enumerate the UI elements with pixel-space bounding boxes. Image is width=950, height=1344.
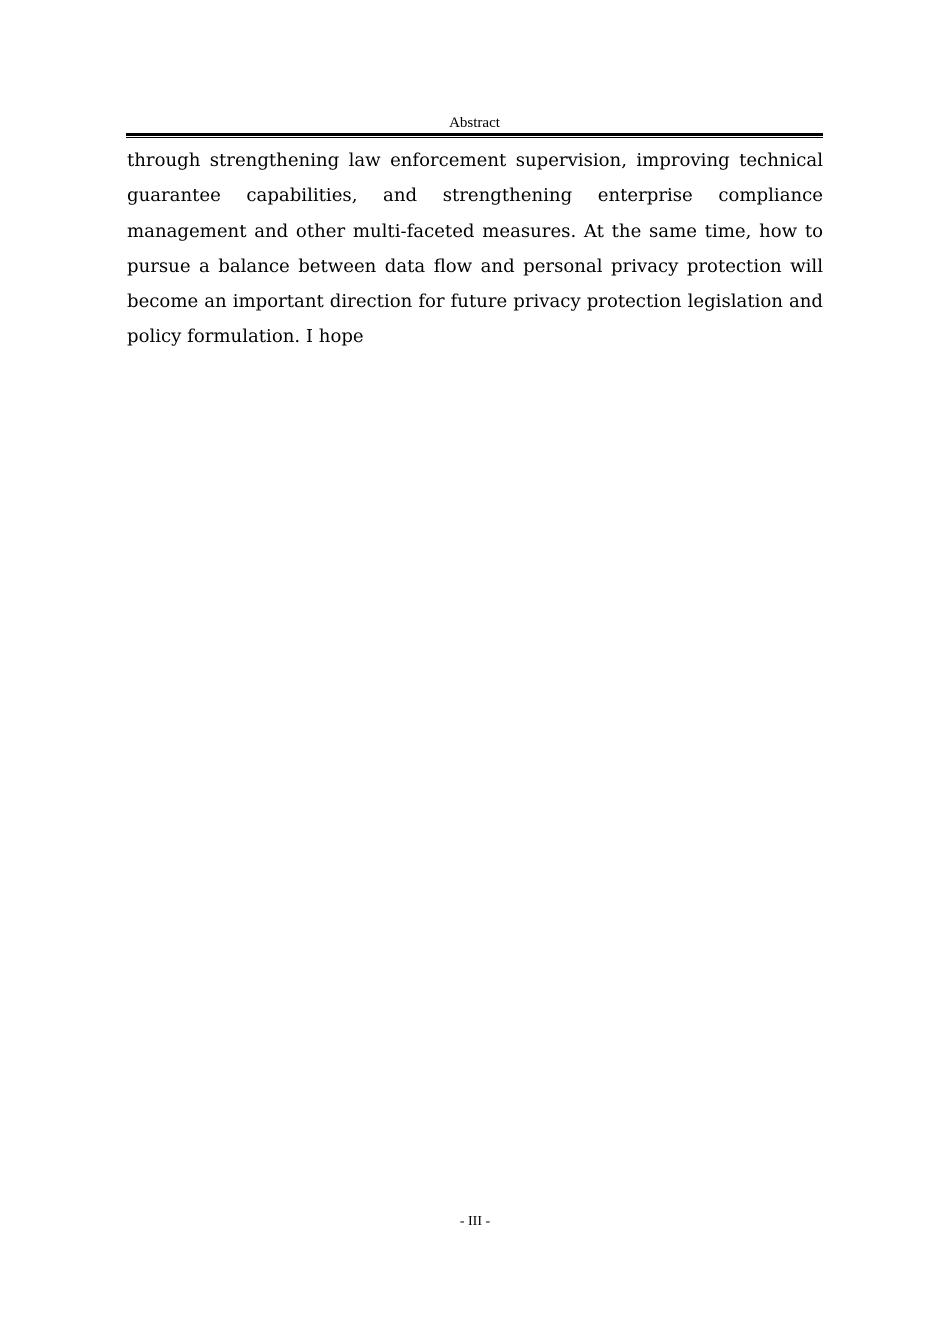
page-number: - III - bbox=[459, 1214, 491, 1229]
body-paragraph: through strengthening law enforcement supervision, improving technical guarantee capabilities, and strengthening enterprise compliance management and other multi-faceted measures. At the same time, how to pursue a balance between data flow and personal privacy protection will become an important direction for future privacy protection legislation and policy formulation. I hope bbox=[127, 150, 823, 348]
running-header: Abstract bbox=[449, 115, 500, 131]
header-double-rule bbox=[126, 133, 823, 138]
